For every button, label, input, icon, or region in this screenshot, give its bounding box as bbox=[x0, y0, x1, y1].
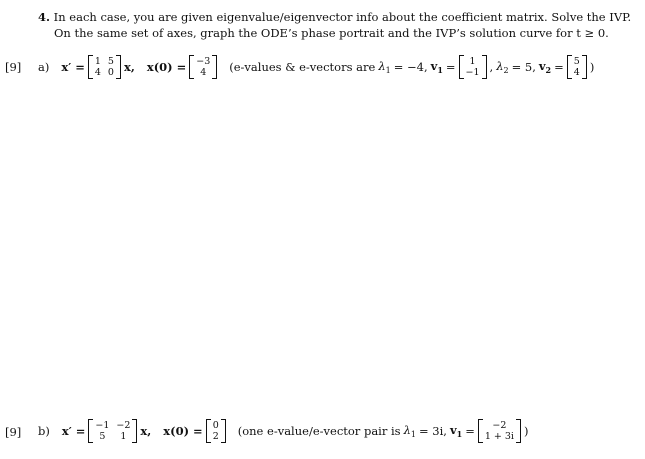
part-a-lambda2-value: = 5, bbox=[511, 60, 536, 74]
v-symbol: v bbox=[430, 59, 438, 73]
matrix-entry: −2 bbox=[116, 420, 131, 431]
part-b-note-open: (one e-value/e-vector pair is bbox=[237, 424, 401, 438]
part-b-points: [9] bbox=[5, 425, 22, 439]
part-b-v1 bbox=[450, 423, 462, 439]
part-b-lhs: x′ = bbox=[61, 424, 86, 438]
part-a-separator: , bbox=[489, 60, 494, 74]
subscript: 2 bbox=[545, 65, 552, 75]
lambda-symbol: λ bbox=[496, 59, 504, 73]
part-a-v2 bbox=[539, 59, 551, 75]
lambda-symbol: λ bbox=[403, 423, 411, 437]
matrix-entry: 1 bbox=[120, 431, 127, 442]
vector-entry: 1 + 3i bbox=[484, 431, 514, 442]
part-a-note-open: (e-values & e-vectors are bbox=[229, 60, 376, 74]
part-a-ic-lhs: x(0) = bbox=[146, 60, 187, 74]
part-a-lhs: x′ = bbox=[61, 60, 85, 74]
subscript: 1 bbox=[437, 65, 443, 75]
part-a-v1-eq: = bbox=[445, 60, 456, 74]
vector-entry: 4 bbox=[200, 67, 207, 78]
part-a-matrix bbox=[88, 55, 121, 79]
vector-entry: 5 bbox=[573, 56, 580, 67]
subscript: 1 bbox=[456, 429, 463, 439]
part-a-equation bbox=[38, 50, 594, 84]
vector-entry: −1 bbox=[465, 67, 480, 78]
part-a-v2-eq: = bbox=[554, 60, 564, 74]
matrix-entry: 0 bbox=[107, 67, 114, 78]
part-b-v1-vector bbox=[478, 419, 521, 443]
part-a-points: [9] bbox=[5, 60, 22, 74]
part-a-v1-vector bbox=[459, 55, 487, 79]
part-a-after-matrix: x, bbox=[123, 60, 135, 74]
v-symbol: v bbox=[538, 59, 546, 73]
matrix-entry: 5 bbox=[99, 431, 106, 442]
vector-entry: −3 bbox=[196, 56, 211, 67]
part-a-initial-vector bbox=[189, 55, 217, 79]
part-b-after-matrix: x, bbox=[140, 424, 152, 438]
part-a-label: a) bbox=[38, 60, 50, 74]
matrix-entry: 1 bbox=[94, 56, 101, 67]
part-a-v1 bbox=[431, 59, 443, 75]
part-b-equation bbox=[38, 414, 528, 448]
subscript: 2 bbox=[503, 66, 509, 75]
vector-entry: 2 bbox=[212, 431, 219, 442]
part-b-v1-eq: = bbox=[465, 424, 475, 438]
part-b-matrix bbox=[88, 419, 137, 443]
part-b-note-close: ) bbox=[523, 424, 529, 438]
problem-number: 4. bbox=[38, 10, 51, 24]
vector-entry: 1 bbox=[469, 56, 476, 67]
part-a-lambda1-value: = −4, bbox=[393, 60, 428, 74]
part-b-initial-vector bbox=[206, 419, 226, 443]
part-b-lambda1-value: = 3i, bbox=[418, 424, 447, 438]
matrix-entry: 5 bbox=[107, 56, 114, 67]
vector-entry: −2 bbox=[492, 420, 507, 431]
part-a-note-close: ) bbox=[589, 60, 595, 74]
part-a-lambda1 bbox=[378, 59, 390, 75]
lambda-symbol: λ bbox=[378, 59, 386, 73]
problem-line-1: In each case, you are given eigenvalue/eigenvector info about the coefficient matrix. Solve the IVP. bbox=[53, 10, 632, 24]
part-b-label: b) bbox=[38, 424, 50, 438]
matrix-entry: 4 bbox=[94, 67, 101, 78]
vector-entry: 0 bbox=[212, 420, 219, 431]
v-symbol: v bbox=[449, 423, 457, 437]
matrix-entry: −1 bbox=[95, 420, 110, 431]
vector-entry: 4 bbox=[573, 67, 580, 78]
part-b-ic-lhs: x(0) = bbox=[163, 424, 203, 438]
problem-line-2: On the same set of axes, graph the ODE’s phase portrait and the IVP’s solution curve for t ≥ 0. bbox=[54, 26, 609, 40]
part-b-lambda1 bbox=[404, 423, 416, 439]
subscript: 1 bbox=[410, 430, 416, 439]
part-a-v2-vector bbox=[567, 55, 587, 79]
subscript: 1 bbox=[385, 66, 391, 75]
problem-statement bbox=[38, 10, 631, 24]
part-a-lambda2 bbox=[496, 59, 508, 75]
